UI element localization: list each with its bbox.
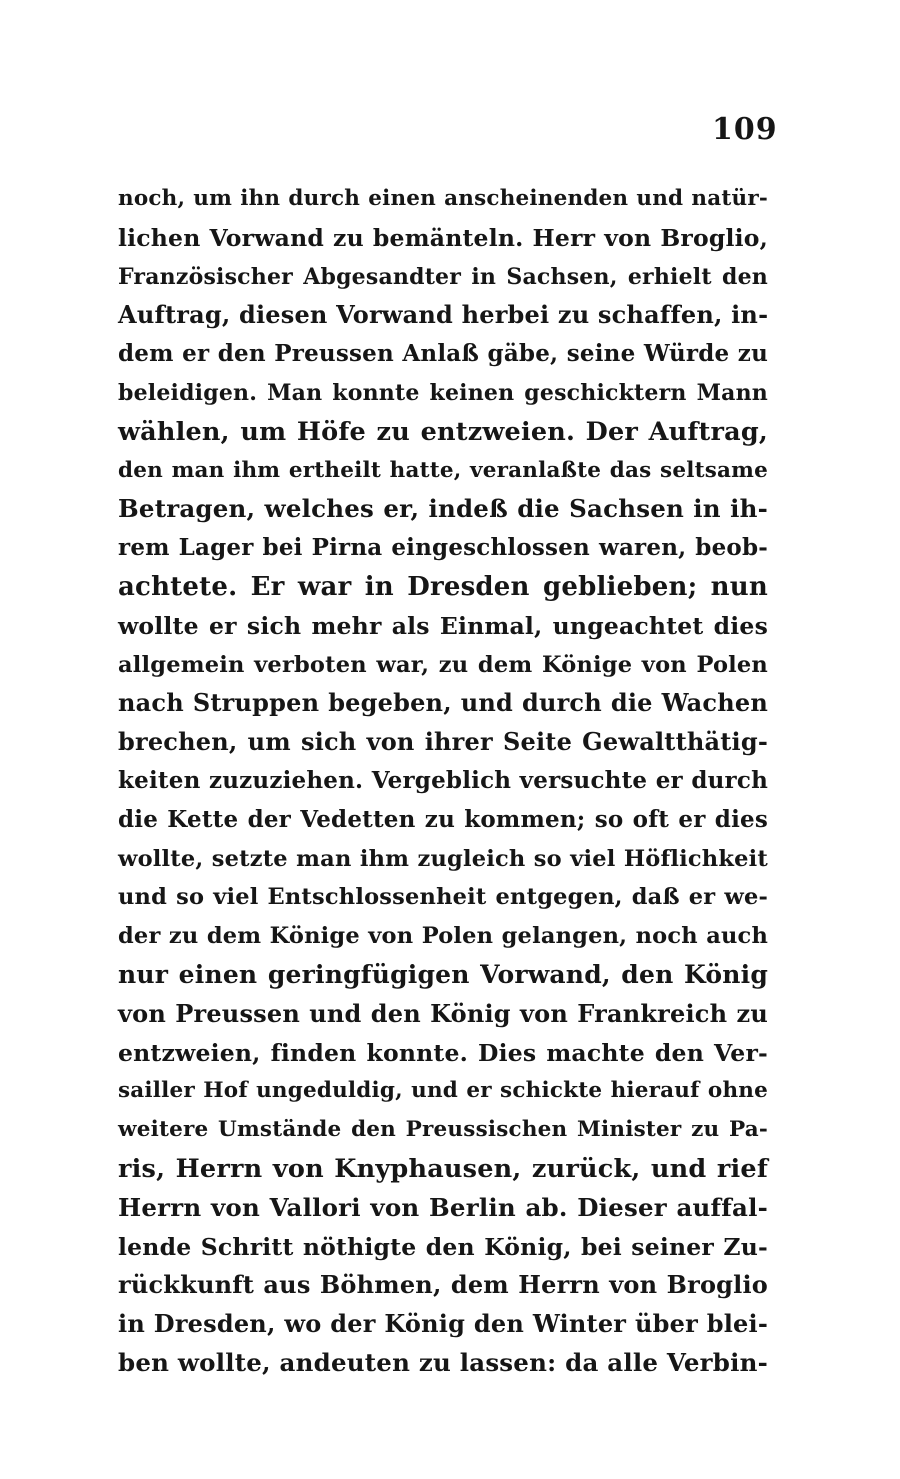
text-line-16: keiten zuzuziehen. Vergeblich versuchte er durch [118,766,768,794]
text-line-31: ben wollte, andeuten zu lassen: da alle Verbin- [118,1347,768,1377]
text-line-22: von Preussen und den König von Frankreich zu [118,998,768,1028]
text-line-2: lichen Vorwand zu bemänteln. Herr von Broglio, [118,223,768,252]
text-line-1: noch, um ihn durch einen anscheinenden und natür- [118,186,768,211]
text-line-30: in Dresden, wo der König den Winter über blei- [118,1309,768,1339]
text-line-7: wählen, um Höfe zu entzweien. Der Auftrag, [118,416,768,447]
text-line-13: allgemein verboten war, zu dem Könige von Polen [118,651,768,678]
text-line-12: wollte er sich mehr als Einmal, ungeachtet dies [118,611,768,640]
text-line-15: brechen, um sich von ihrer Seite Gewaltthätig- [118,727,768,757]
text-line-8: den man ihm ertheilt hatte, veranlaßte das seltsame [118,457,768,483]
text-line-18: wollte, setzte man ihm zugleich so viel Höflichkeit [118,845,768,872]
text-line-17: die Kette der Vedetten zu kommen; so oft er dies [118,805,768,833]
text-line-27: Herrn von Vallori von Berlin ab. Dieser auffal- [118,1192,768,1222]
text-line-9: Betragen, welches er, indeß die Sachsen in ih- [118,494,768,524]
text-line-21: nur einen geringfügigen Vorwand, den König [118,959,768,989]
text-line-25: weitere Umstände den Preussischen Minister zu Pa- [118,1117,768,1143]
page-number: 109 [712,112,778,147]
body-text [118,180,768,1383]
text-line-4: Auftrag, diesen Vorwand herbei zu schaffen, in- [118,300,769,330]
text-line-24: sailler Hof ungeduldig, und er schickte hierauf ohne [118,1078,768,1104]
text-line-20: der zu dem Könige von Polen gelangen, noch auch [118,923,768,950]
text-line-5: dem er den Preussen Anlaß gäbe, seine Würde zu [118,340,768,368]
text-line-11: achtete. Er war in Dresden geblieben; nun [118,571,768,602]
text-line-10: rem Lager bei Pirna eingeschlossen waren, beob- [118,534,768,562]
text-line-6: beleidigen. Man konnte keinen geschicktern Mann [118,379,768,406]
text-line-26: ris, Herrn von Knyphausen, zurück, und rief [118,1153,768,1184]
text-line-19: und so viel Entschlossenheit entgegen, daß er we- [118,884,768,911]
text-line-28: lende Schritt nöthigte den König, bei seiner Zu- [118,1232,768,1261]
text-line-23: entzweien, finden konnte. Dies machte den Ver- [118,1038,768,1067]
text-line-14: nach Struppen begeben, und durch die Wachen [118,688,768,718]
text-line-3: Französischer Abgesandter in Sachsen, erhielt den [118,263,768,290]
text-line-29: rückkunft aus Böhmen, dem Herrn von Broglio [118,1270,768,1300]
